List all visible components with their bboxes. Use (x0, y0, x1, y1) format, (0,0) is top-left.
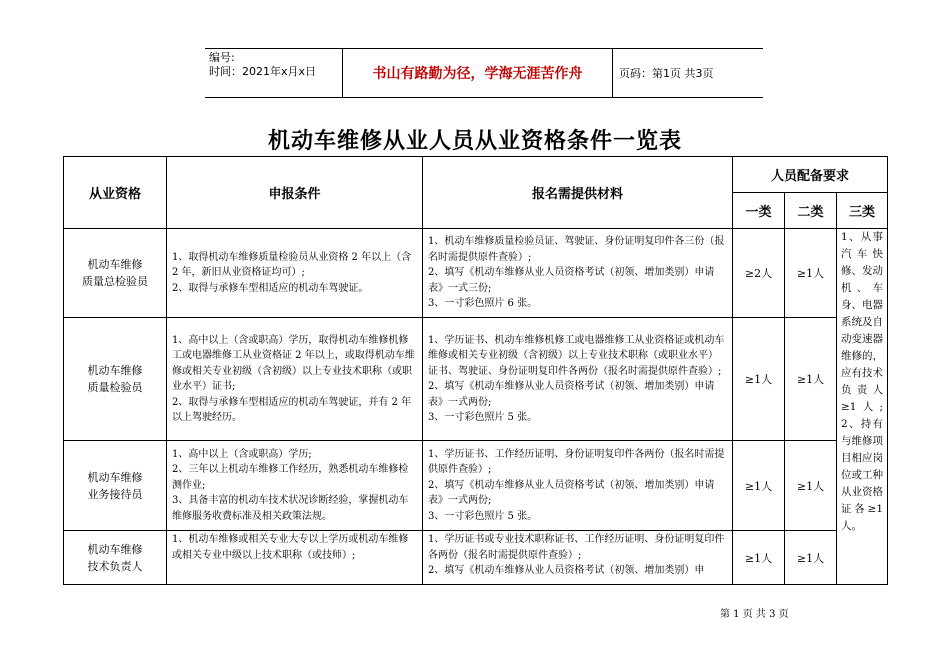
header-meta (205, 49, 343, 97)
qual-text: 机动车维修 (87, 258, 143, 271)
material-item: 3、一寸彩色照片 6 张。 (428, 298, 538, 310)
qual-text: 机动车维修 (87, 542, 143, 556)
material-item: 2、填写《机动车维修从业人员资格考试（初领、增加类别）申 (428, 565, 705, 576)
materials-cell (423, 531, 733, 585)
conditions-cell (167, 318, 423, 441)
conditions-cell (167, 441, 423, 531)
class2-count: ≥1人 (785, 441, 837, 531)
material-item: 2、填写《机动车维修从业人员资格考试（初领、增加类别）申请表》一式两份; (428, 381, 715, 408)
table-row (64, 318, 888, 441)
class2-count: ≥1人 (785, 229, 837, 318)
table-row (64, 229, 888, 318)
qual-cell (64, 229, 167, 318)
material-item: 1、学历证书、工作经历证明、身份证明复印件各两份（报名时需提供原件查验）; (428, 448, 725, 476)
material-item: 1、机动车维修质量检验员证、驾驶证、身份证明复印件各三份（报名时需提供原件查验）; (428, 236, 725, 263)
header-page: 页码：第1页 共3页 (619, 67, 714, 80)
col-header-qualification: 从业资格 (64, 157, 167, 229)
conditions-cell (167, 531, 423, 585)
qual-text: 机动车维修 (87, 470, 143, 484)
table-row (64, 441, 888, 531)
material-item: 3、一寸彩色照片 5 张。 (428, 412, 538, 423)
material-item: 1、学历证书、机动车维修机修工或电器维修工从业资格证或机动车维修或相关专业初级（含初级）以上专业技术职称（或职业水平）证书、驾驶证、身份证明复印件各两份（报名时需提供原件查验）; (428, 334, 725, 377)
col-header-conditions: 申报条件 (167, 157, 423, 229)
qual-text: 机动车维修 (87, 364, 143, 377)
qual-cell (64, 441, 167, 531)
condition-item: 1、取得机动车维修质量检验员从业资格 2 年以上（含 2 年，新旧从业资格证均可）; (172, 251, 412, 279)
class2-count: ≥1人 (785, 531, 837, 585)
condition-item: 1、机动车维修或相关专业大专以上学历或机动车维修或相关专业中级以上技术职称（或技师）; (172, 534, 409, 561)
page-title: 机动车维修从业人员从业资格条件一览表 (267, 129, 682, 154)
col-header-class1: 一类 (733, 193, 785, 229)
header-motto: 书山有路勤为径，学海无涯苦作舟 (343, 49, 613, 97)
condition-item: 1、高中以上（含或职高）学历; (172, 448, 312, 460)
page-footer: 第 1 页 共 3 页 (720, 609, 789, 620)
class1-count: ≥1人 (733, 531, 785, 585)
table-row (64, 531, 888, 585)
qual-cell (64, 531, 167, 585)
qual-text: 技术负责人 (87, 559, 143, 573)
number-label: 编号: (209, 51, 235, 64)
class1-count: ≥2人 (733, 229, 785, 318)
class3-requirement: 1、从事汽车快修、发动机、车身、电器系统及自动变速器维修的，应有技术负责人≥1人; 2、持有与维修项目相应岗位或工种从业资格证各≥1人。 (837, 229, 888, 585)
class1-count: ≥1人 (733, 441, 785, 531)
qualification-table (63, 156, 888, 585)
material-item: 2、填写《机动车维修从业人员资格考试（初领、增加类别）申请表》一式三份; (428, 267, 715, 294)
document-header (205, 48, 763, 98)
material-item: 3、一寸彩色照片 5 张。 (428, 510, 538, 522)
qual-text: 质量检验员 (87, 381, 143, 394)
materials-cell (423, 441, 733, 531)
time-label: 时间：2021年x月x日 (209, 65, 317, 78)
materials-cell (423, 229, 733, 318)
col-header-class2: 二类 (785, 193, 837, 229)
condition-item: 2、取得与承修车型相适应的机动车驾驶证，并有 2 年以上驾驶经历。 (172, 396, 412, 423)
conditions-cell (167, 229, 423, 318)
materials-cell (423, 318, 733, 441)
class1-count: ≥1人 (733, 318, 785, 441)
col-header-class3: 三类 (837, 193, 888, 229)
condition-item: 3、具备丰富的机动车技术状况诊断经验，掌握机动车维修服务收费标准及相关政策法规。 (172, 495, 409, 522)
condition-item: 2、三年以上机动车维修工作经历，熟悉机动车维修检测作业; (172, 464, 409, 491)
material-item: 2、填写《机动车维修从业人员资格考试（初领、增加类别）申请表》一式两份; (428, 479, 715, 507)
condition-item: 1、高中以上（含或职高）学历，取得机动车维修机修工或电器维修工从业资格证 2 年以上，或取得机动车维修或相关专业初级（含初级）以上专业技术职称（或职业水平）证书; (172, 334, 415, 392)
qual-text: 质量总检验员 (82, 275, 148, 288)
class2-count: ≥1人 (785, 318, 837, 441)
qual-text: 业务接待员 (87, 487, 143, 501)
col-header-materials: 报名需提供材料 (423, 157, 733, 229)
qual-cell (64, 318, 167, 441)
condition-item: 2、取得与承修车型相适应的机动车驾驶证。 (172, 282, 369, 294)
col-header-staffing: 人员配备要求 (733, 157, 888, 193)
material-item: 1、学历证书或专业技术职称证书、工作经历证明、身份证明复印件各两份（报名时需提供原件查验）; (428, 534, 725, 561)
